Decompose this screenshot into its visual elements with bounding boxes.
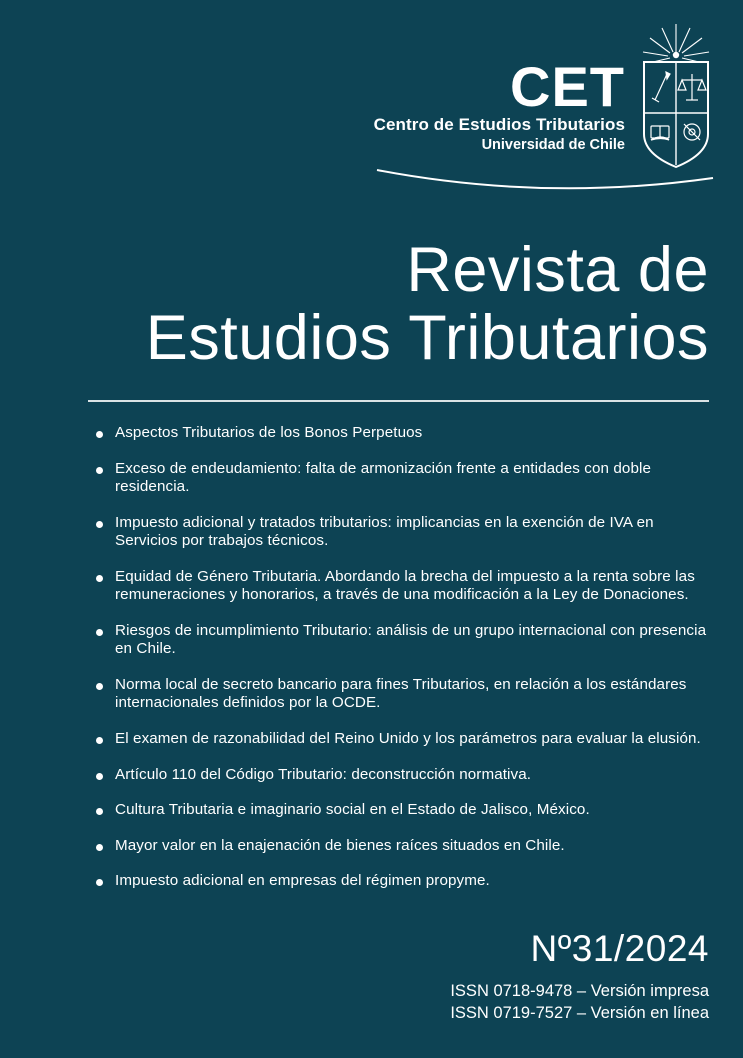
article-title: Mayor valor en la enajenación de bienes raíces situados en Chile. xyxy=(115,836,565,854)
article-title: El examen de razonabilidad del Reino Unido y los parámetros para evaluar la elusión. xyxy=(115,730,701,748)
cet-logo xyxy=(295,22,715,172)
bullet-icon xyxy=(96,431,103,438)
issue-number: Nº31/2024 xyxy=(530,928,709,969)
list-item xyxy=(96,801,719,820)
title-line-2: Estudios Tributarios xyxy=(145,303,709,374)
bullet-icon xyxy=(96,467,103,474)
bullet-icon xyxy=(96,879,103,886)
logo-swoosh-divider xyxy=(375,168,715,194)
bullet-icon xyxy=(96,575,103,582)
list-item xyxy=(96,514,719,551)
list-item xyxy=(96,568,719,605)
bullet-icon xyxy=(96,844,103,851)
list-item xyxy=(96,730,719,749)
cet-logo-text xyxy=(374,22,637,153)
issn-print: ISSN 0718-9478 – Versión impresa xyxy=(450,982,709,1000)
article-title: Equidad de Género Tributaria. Abordando la brecha del impuesto a la renta sobre las remuneraciones y honorarios, a través de una modificación a la Ley de Donaciones. xyxy=(115,567,695,604)
list-item xyxy=(96,424,719,443)
bullet-icon xyxy=(96,808,103,815)
article-title: Impuesto adicional en empresas del régimen propyme. xyxy=(115,872,490,890)
bullet-icon xyxy=(96,629,103,636)
list-item xyxy=(96,872,719,891)
list-item xyxy=(96,622,719,659)
list-item xyxy=(96,460,719,497)
article-title: Aspectos Tributarios de los Bonos Perpetuos xyxy=(115,424,423,441)
article-title: Artículo 110 del Código Tributario: deconstrucción normativa. xyxy=(115,765,532,783)
bullet-icon xyxy=(96,773,103,780)
title-underline xyxy=(88,400,709,402)
article-title: Exceso de endeudamiento: falta de armonización frente a entidades con doble residencia. xyxy=(115,459,652,496)
issn-online: ISSN 0719-7527 – Versión en línea xyxy=(450,1004,709,1023)
cet-full-name: Centro de Estudios Tributarios xyxy=(373,115,625,135)
title-line-1: Revista de xyxy=(406,235,709,305)
list-item xyxy=(96,766,719,785)
university-of-chile-crest-icon xyxy=(637,22,715,172)
article-title: Norma local de secreto bancario para fines Tributarios, en relación a los estándares internacionales definidos por la OCDE. xyxy=(115,675,687,712)
bullet-icon xyxy=(96,683,103,690)
page-title xyxy=(0,235,709,374)
issn-block xyxy=(450,980,709,1025)
article-title: Cultura Tributaria e imaginario social en el Estado de Jalisco, México. xyxy=(115,801,590,819)
article-title: Riesgos de incumplimiento Tributario: análisis de un grupo internacional con presencia en Chile. xyxy=(115,621,707,658)
cet-university: Universidad de Chile xyxy=(481,137,625,154)
list-item xyxy=(96,676,719,713)
article-list xyxy=(96,424,719,908)
cet-acronym: CET xyxy=(510,55,625,118)
bullet-icon xyxy=(96,521,103,528)
article-title: Impuesto adicional y tratados tributarios: implicancias en la exención de IVA en Servicios por trabajos técnicos. xyxy=(115,513,654,550)
list-item xyxy=(96,837,719,856)
bullet-icon xyxy=(96,737,103,744)
